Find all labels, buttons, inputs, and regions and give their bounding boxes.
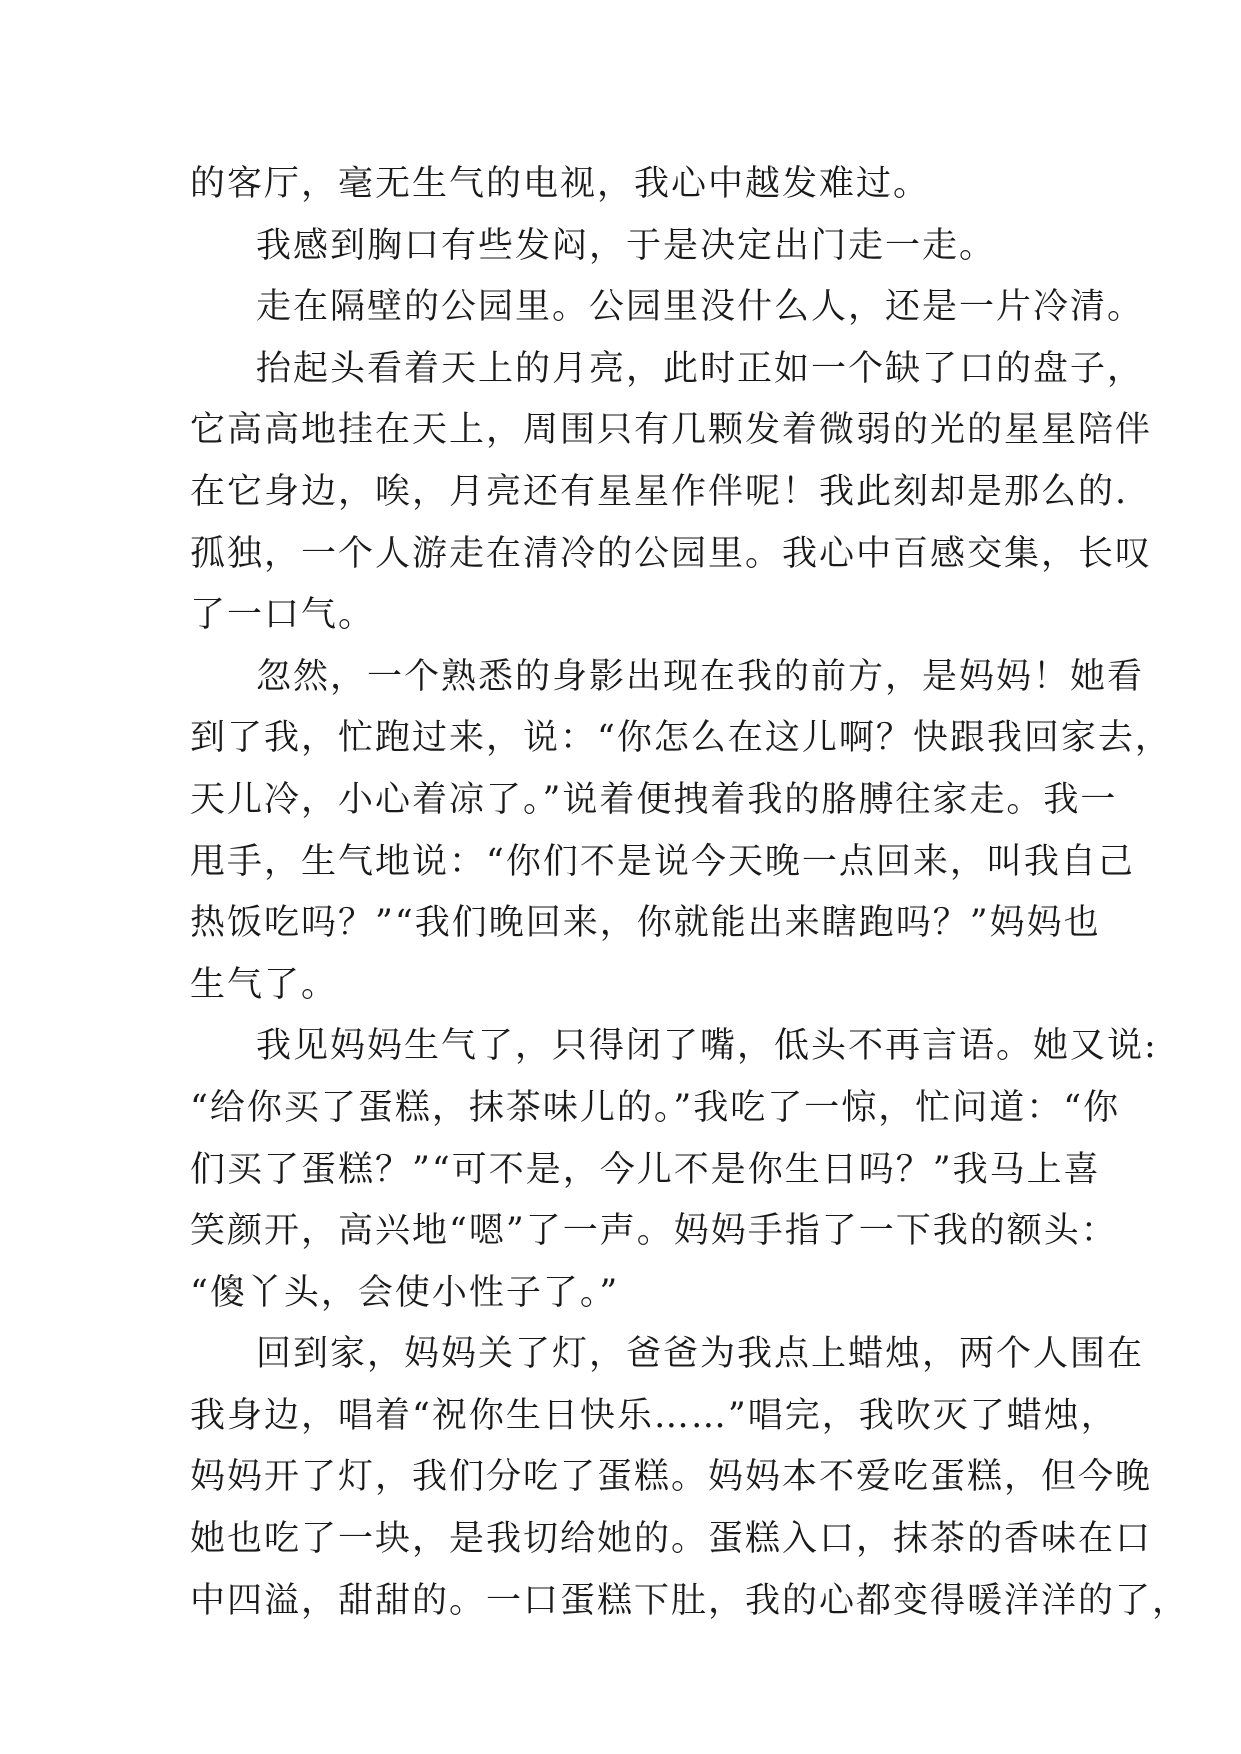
text-line: 我见妈妈生气了，只得闭了嘴，低头不再言语。她又说: xyxy=(256,1026,1158,1067)
text-line: 中四溢，甜甜的。一口蛋糕下肚，我的心都变得暖洋洋的了， xyxy=(190,1580,1190,1621)
text-line: 生气了。 xyxy=(190,964,339,1005)
text-line: 们买了蛋糕？”“可不是，今儿不是你生日吗？”我马上喜 xyxy=(190,1149,1101,1190)
text-line: 热饭吃吗？”“我们晚回来，你就能出来瞎跑吗？”妈妈也 xyxy=(190,903,1101,944)
body-text xyxy=(190,154,1190,1632)
text-line: 在它身边，唉，月亮还有星星作伴呢！我此刻却是那么的. xyxy=(190,471,1129,512)
text-line: 回到家，妈妈关了灯，爸爸为我点上蜡烛，两个人围在 xyxy=(256,1334,1145,1375)
text-line: 甩手，生气地说：“你们不是说今天晚一点回来，叫我自己 xyxy=(190,841,1135,882)
text-line: 天儿冷，小心着凉了。”说着便拽着我的胳膊往家走。我一 xyxy=(190,779,1118,820)
text-line: 孤独，一个人游走在清冷的公园里。我心中百感交集，长叹 xyxy=(190,533,1153,574)
text-line: “傻丫头，会使小性子了。” xyxy=(190,1272,620,1313)
text-line: 妈妈开了灯，我们分吃了蛋糕。妈妈本不爱吃蛋糕，但今晚 xyxy=(190,1457,1153,1498)
text-line: 走在隔壁的公园里。公园里没什么人，还是一片冷清。 xyxy=(256,287,1145,328)
text-line: 抬起头看着天上的月亮，此时正如一个缺了口的盘子， xyxy=(256,348,1145,389)
text-line: 忽然，一个熟悉的身影出现在我的前方，是妈妈！她看 xyxy=(256,656,1145,697)
text-line: 我身边，唱着“祝你生日快乐……”唱完，我吹灭了蜡烛， xyxy=(190,1395,1118,1436)
text-line: 它高高地挂在天上，周围只有几颗发着微弱的光的星星陪伴 xyxy=(190,410,1153,451)
text-line: 我感到胸口有些发闷，于是决定出门走一走。 xyxy=(256,225,997,266)
text-line: “给你买了蛋糕，抹茶味儿的。”我吃了一惊，忙问道：“你 xyxy=(190,1087,1121,1128)
text-line: 的客厅，毫无生气的电视，我心中越发难过。 xyxy=(190,164,931,204)
text-line: 她也吃了一块，是我切给她的。蛋糕入口，抹茶的香味在口 xyxy=(190,1519,1153,1560)
text-line: 了一口气。 xyxy=(190,595,376,636)
text-line: 到了我，忙跑过来，说：“你怎么在这儿啊？快跟我回家去， xyxy=(190,718,1172,759)
text-line: 笑颜开，高兴地“嗯”了一声。妈妈手指了一下我的额头： xyxy=(190,1211,1118,1252)
